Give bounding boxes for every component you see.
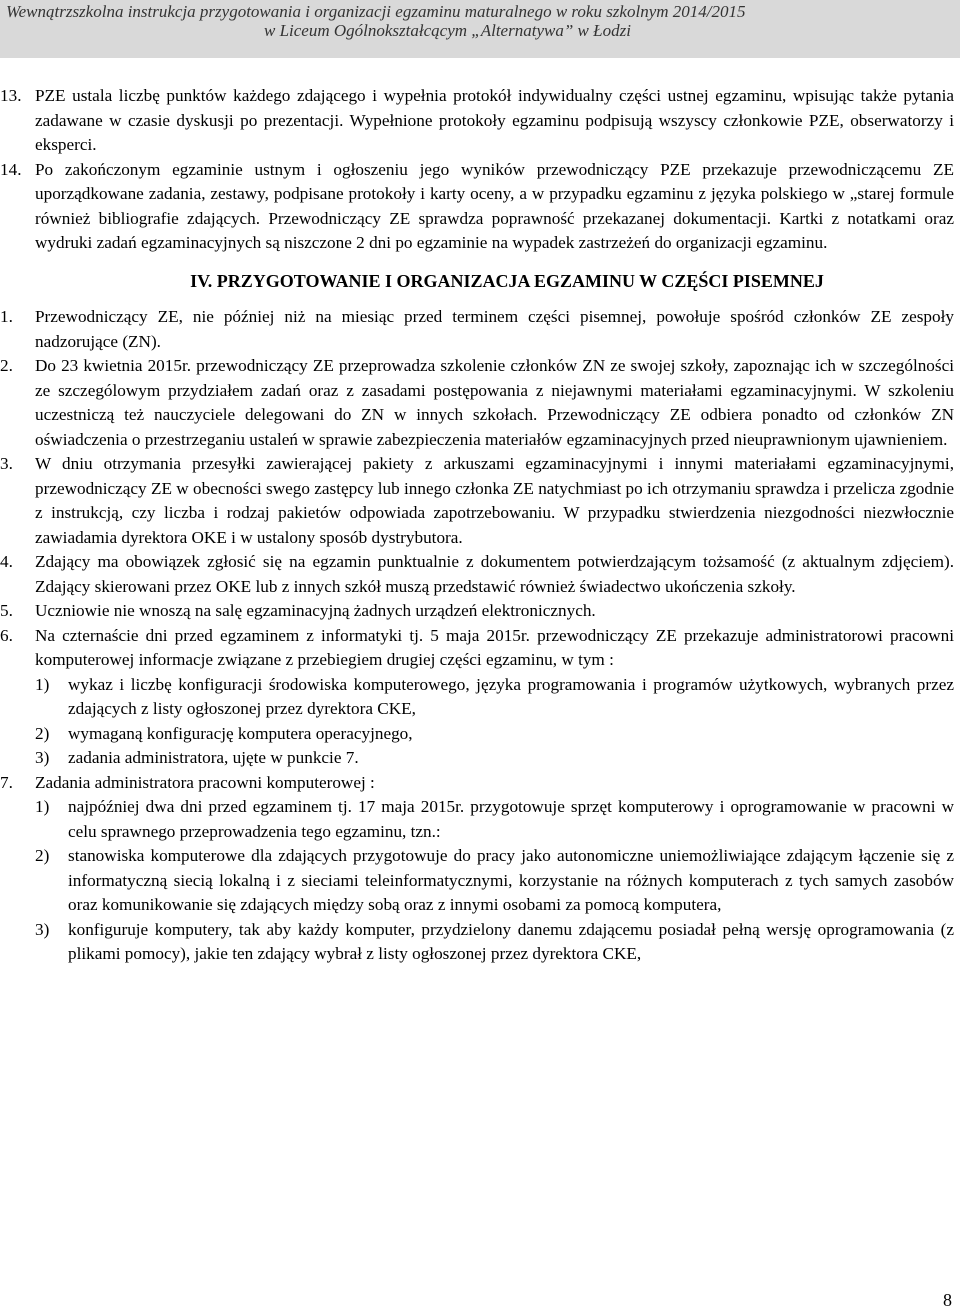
page-header [0, 0, 960, 58]
sub-item-7-1 [0, 795, 954, 844]
item-number: 2. [0, 356, 13, 375]
sub-item-7-3 [0, 918, 954, 967]
section-heading: IV. PRZYGOTOWANIE I ORGANIZACJA EGZAMINU W CZĘŚCI PISEMNEJ [190, 270, 824, 291]
header-line-2: w Liceum Ogólnokształcącym „Alternatywa” w Łodzi [264, 21, 631, 40]
list-item-13 [0, 84, 954, 158]
document-body [0, 84, 954, 967]
item-text: konfiguruje komputery, tak aby każdy komputer, przydzielony danemu zdającemu posiadał pełną wersję oprogramowania (z plikami pomocy), jakie ten zdający wybrał z listy ogłoszonej przez dyrektora CKE, [68, 919, 954, 963]
item-number: 3) [35, 919, 50, 939]
item-number: 4. [0, 552, 13, 571]
header-line-1: Wewnątrzszkolna instrukcja przygotowania i organizacji egzaminu maturalnego w roku szkolnym 2014/2015 [6, 2, 746, 21]
item-number: 1) [35, 674, 50, 694]
item-text: Zadania administratora pracowni komputerowej : [35, 772, 375, 792]
item-number: 1. [0, 307, 13, 326]
item-number: 5. [0, 601, 13, 620]
item-number: 3) [35, 748, 50, 767]
item-text: Po zakończonym egzaminie ustnym i ogłoszeniu jego wyników przewodniczący PZE przekazuje przewodniczącemu ZE uporządkowane zadania, zestawy, podpisane protokoły i karty oceny, a w przypadku egzaminu z języka polskiego w „starej formule również bibliografie zdających. Przewodniczący ZE sprawdza poprawność przekazanej dokumentacji. Kartki z notatkami oraz wydruki zadań egzaminacyjnych są niszczone 2 dni po egzaminie na wypadek zastrzeżeń do organizacji egzaminu. [35, 159, 954, 252]
sub-item-6-1 [0, 673, 954, 722]
list-item-7 [0, 771, 954, 796]
item-text: Na czternaście dni przed egzaminem z informatyki tj. 5 maja 2015r. przewodniczący ZE przekazuje administratorowi pracowni komputerowej informacje związane z przebiegiem drugiej części egzaminu, w tym : [35, 625, 954, 669]
page-number: 8 [943, 1290, 952, 1310]
item-text: zadania administratora, ujęte w punkcie 7. [68, 748, 359, 767]
item-text: wykaz i liczbę konfiguracji środowiska komputerowego, języka programowania i programów użytkowych, wybranych przez zdających z listy ogłoszonej przez dyrektora CKE, [68, 674, 954, 718]
item-text: wymaganą konfigurację komputera operacyjnego, [68, 723, 413, 743]
item-number: 6. [0, 625, 13, 645]
list-item-3 [0, 452, 954, 550]
list-item-5 [0, 599, 954, 624]
item-number: 13. [0, 86, 22, 105]
item-text: PZE ustala liczbę punktów każdego zdającego i wypełnia protokół indywidualny części ustnej egzaminu, wpisując także pytania zadawane w czasie dyskusji po prezentacji. Wypełnione protokoły egzaminu podpisują wszyscy członkowie PZE, obserwatorzy i eksperci. [35, 86, 954, 154]
item-text: najpóźniej dwa dni przed egzaminem tj. 17 maja 2015r. przygotowuje sprzęt komputerowy i oprogramowanie w pracowni w celu sprawnego przeprowadzenia tego egzaminu, tzn.: [68, 797, 954, 841]
item-text: stanowiska komputerowe dla zdających przygotowuje do pracy jako autonomiczne uniemożliwiające zdającym łączenie się z informatyczną siecią lokalną i z sieciami teleinformatycznymi, korzystanie na różnych komputerach z tych samych zasobów oraz komunikowanie się zdających między sobą oraz z innymi osobami za pomocą komputera, [68, 846, 954, 914]
sub-item-6-2 [0, 722, 954, 747]
list-item-2 [0, 354, 954, 452]
item-number: 2) [35, 723, 50, 743]
item-text: Przewodniczący ZE, nie później niż na miesiąc przed terminem części pisemnej, powołuje spośród członków ZE zespoły nadzorujące (ZN). [35, 307, 954, 351]
item-number: 7. [0, 772, 13, 792]
item-number: 1) [35, 797, 50, 816]
sub-item-6-3 [0, 746, 954, 771]
sub-item-7-2 [0, 844, 954, 918]
item-text: Do 23 kwietnia 2015r. przewodniczący ZE przeprowadza szkolenie członków ZN ze swojej szkoły, zapoznając ich w szczególności ze szczególowym przydziałem zadań oraz z zasadami postępowania z niejawnymi materiałami egzaminacyjnymi. W szkoleniu uczestniczą też nauczyciele delegowani do ZN w innych szkołach. Przewodniczący ZE odbiera ponadto od członków ZN oświadczenia o przestrzeganiu ustaleń w sprawie zabezpieczenia materiałów egzaminacyjnych przed nieuprawnionym ujawnieniem. [35, 356, 954, 449]
item-number: 14. [0, 159, 22, 179]
item-text: Zdający ma obowiązek zgłosić się na egzamin punktualnie z dokumentem potwierdzającym tożsamość (z aktualnym zdjęciem). Zdający skierowani przez OKE lub z innych szkół muszą przedstawić również świadectwo ukończenia szkoły. [35, 552, 954, 596]
item-number: 3. [0, 454, 13, 473]
list-item-4 [0, 550, 954, 599]
list-item-1 [0, 305, 954, 354]
item-text: W dniu otrzymania przesyłki zawierającej pakiety z arkuszami egzaminacyjnymi i innymi materiałami egzaminacyjnymi, przewodniczący ZE w obecności swego zastępcy lub innego członka ZE natychmiast po ich otrzymaniu sprawdza i przelicza zgodnie z instrukcją, czy liczba i rodzaj pakietów odpowiada zapotrzebowaniu. W przypadku stwierdzenia niezgodności niezwłocznie zawiadamia dyrektora OKE i w ustalony sposób dystrybutora. [35, 454, 954, 547]
list-item-6 [0, 624, 954, 673]
item-text: Uczniowie nie wnoszą na salę egzaminacyjną żadnych urządzeń elektronicznych. [35, 601, 596, 620]
list-item-14 [0, 158, 954, 256]
item-number: 2) [35, 846, 50, 865]
